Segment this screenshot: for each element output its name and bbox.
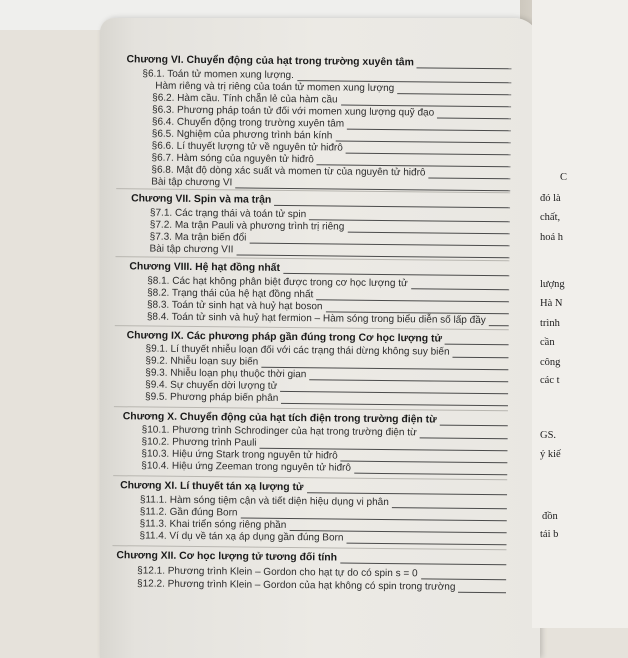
toc-entry: §8.1. Các hạt không phân biệt được trong cơ học lượng tử bbox=[147, 275, 408, 290]
toc-entry: §8.2. Trạng thái của hệ hạt đồng nhất bbox=[147, 287, 314, 301]
toc-leader-line bbox=[411, 288, 509, 290]
toc-leader-line bbox=[458, 592, 506, 593]
toc-entry: §11.4. Ví dụ về tán xạ áp dụng gần đúng Born bbox=[139, 530, 344, 544]
toc-entry: §9.4. Sự chuyển dời lượng tử bbox=[145, 379, 278, 392]
toc-leader-line bbox=[346, 153, 511, 156]
toc-entry: §6.5. Nghiệm của phương trình bán kính bbox=[151, 128, 333, 142]
toc-entry: §12.1. Phương trình Klein – Gordon cho hạt tự do có spin s = 0 bbox=[137, 565, 418, 580]
toc-leader-line bbox=[489, 325, 509, 326]
toc-entry: §10.2. Phương trình Pauli bbox=[141, 436, 257, 449]
toc-leader-line bbox=[340, 563, 506, 566]
adjacent-page-text: chất, bbox=[540, 212, 561, 223]
toc-chapter-heading: Chương VII. Spin và ma trận bbox=[131, 193, 272, 206]
toc-entry: Bài tập chương VI bbox=[151, 176, 233, 189]
toc-entry: §9.1. Lí thuyết nhiễu loạn đối với các trạng thái dừng không suy biến bbox=[145, 343, 450, 358]
chapter-separator bbox=[114, 406, 508, 411]
toc-leader-line bbox=[453, 357, 509, 359]
toc-leader-line bbox=[346, 543, 506, 546]
toc-entry: §6.2. Hàm cầu. Tính chẵn lẻ của hàm cầu bbox=[152, 92, 338, 106]
toc-leader-line bbox=[341, 461, 508, 464]
adjacent-page-text: ý kiế bbox=[540, 449, 561, 460]
toc-entry: §9.5. Phương pháp biến phân bbox=[144, 391, 279, 404]
toc-entry: Bài tập chương VII bbox=[149, 243, 234, 256]
toc-entry: §10.4. Hiệu ứng Zeeman trong nguyên tử hiđrô bbox=[141, 460, 351, 474]
toc-entry: §9.3. Nhiễu loạn phụ thuộc thời gian bbox=[145, 367, 307, 381]
toc-chapter-heading: Chương VI. Chuyển động của hạt trong trường xuyên tâm bbox=[126, 54, 414, 69]
toc-leader-line bbox=[429, 177, 511, 179]
toc-leader-line bbox=[437, 118, 511, 120]
toc-leader-line bbox=[249, 243, 509, 247]
toc-entry: §10.3. Hiệu ứng Stark trong nguyên tử hiđrô bbox=[141, 448, 338, 462]
toc-leader-line bbox=[354, 473, 507, 476]
adjacent-page-text: Hà N bbox=[540, 298, 563, 309]
adjacent-page-text: GS. bbox=[540, 430, 557, 441]
toc-leader-line bbox=[280, 391, 508, 394]
toc-leader-line bbox=[420, 437, 508, 439]
adjacent-page-text: các t bbox=[540, 375, 560, 386]
toc-chapter-heading: Chương VIII. Hệ hạt đồng nhất bbox=[129, 261, 281, 274]
adjacent-page-text: đồn bbox=[542, 511, 558, 522]
adjacent-page-text: C bbox=[560, 172, 568, 183]
adjacent-page-text: đó là bbox=[540, 193, 561, 204]
toc-entry: §6.3. Phương pháp toán tử đối với momen xung lượng quỹ đạo bbox=[151, 104, 435, 119]
toc-entry: §12.2. Phương trình Klein – Gordon của hạt không có spin trong trường bbox=[137, 578, 456, 593]
toc-entry: §8.3. Toán tử sinh hạt và huỷ hạt boson bbox=[146, 299, 323, 313]
toc-leader-line bbox=[309, 379, 508, 382]
toc-entry: §11.2. Gần đúng Born bbox=[139, 506, 238, 519]
adjacent-page-text: cần bbox=[540, 337, 555, 348]
toc-entry: §9.2. Nhiễu loạn suy biến bbox=[145, 355, 259, 368]
toc-entry: §6.8. Mật độ dòng xác suất và momen từ của nguyên tử hiđrô bbox=[151, 164, 426, 179]
adjacent-page-text: tái b bbox=[540, 529, 559, 540]
toc-leader-line bbox=[274, 205, 510, 208]
toc-leader-line bbox=[347, 129, 511, 132]
toc-chapter-heading: Chương IX. Các phương pháp gần đúng trong Cơ học lượng tử bbox=[126, 330, 443, 345]
adjacent-page-text: công bbox=[540, 357, 561, 368]
adjacent-page-text: lượng bbox=[540, 279, 565, 290]
toc-leader-line bbox=[417, 67, 512, 69]
toc-leader-line bbox=[445, 344, 509, 346]
toc-entry: §7.2. Ma trận Pauli và phương trình trị riêng bbox=[149, 219, 345, 233]
adjacent-page-text: trình bbox=[540, 318, 560, 329]
toc-leader-line bbox=[283, 273, 509, 276]
book-page bbox=[100, 18, 540, 658]
toc-entry: §6.1. Toán tử momen xung lượng. bbox=[142, 68, 294, 82]
toc-entry: §6.4. Chuyển động trong trường xuyên tâm bbox=[151, 116, 345, 130]
toc-leader-line bbox=[440, 425, 508, 427]
adjacent-page bbox=[532, 0, 628, 628]
toc-leader-line bbox=[421, 578, 506, 580]
toc-leader-line bbox=[335, 140, 510, 143]
toc-leader-line bbox=[307, 492, 507, 495]
adjacent-page-text: hoá h bbox=[540, 232, 564, 243]
toc-entry: §6.7. Hàm sóng của nguyên tử hiđrô bbox=[151, 152, 314, 166]
toc-entry: §6.6. Lí thuyết lượng tử về nguyên tử hiđrô bbox=[151, 140, 343, 154]
toc-leader-line bbox=[316, 299, 509, 302]
toc-entry: §11.3. Khai triển sóng riêng phần bbox=[139, 518, 287, 531]
toc-entry: Hàm riêng và trị riêng của toán tử momen xung lượng bbox=[155, 80, 395, 95]
toc-entry: §11.1. Hàm sóng tiệm cận và tiết diện hiệu dụng vi phân bbox=[139, 494, 389, 509]
toc-chapter-heading: Chương XI. Lí thuyết tán xạ lượng tử bbox=[120, 480, 304, 494]
toc-leader-line bbox=[347, 232, 509, 235]
toc-entry: §7.3. Ma trận biến đổi bbox=[149, 231, 247, 244]
chapter-separator bbox=[113, 475, 507, 480]
toc-entry: §8.4. Toán tử sinh và huỷ hạt fermion – Hàm sóng trong biểu diễn số lấp đầy bbox=[146, 311, 486, 327]
toc-leader-line bbox=[281, 403, 508, 406]
toc-entry: §10.1. Phương trình Schrodinger của hạt trong trường điện từ bbox=[141, 424, 417, 439]
toc-leader-line bbox=[397, 93, 511, 95]
toc-chapter-heading: Chương X. Chuyển động của hạt tích điện trong trường điện từ bbox=[122, 411, 437, 426]
toc-leader-line bbox=[392, 507, 507, 509]
chapter-separator bbox=[112, 545, 506, 550]
toc-chapter-heading: Chương XII. Cơ học lượng tử tương đối tính bbox=[116, 550, 338, 564]
toc-entry: §7.1. Các trạng thái và toán tử spin bbox=[149, 207, 307, 221]
